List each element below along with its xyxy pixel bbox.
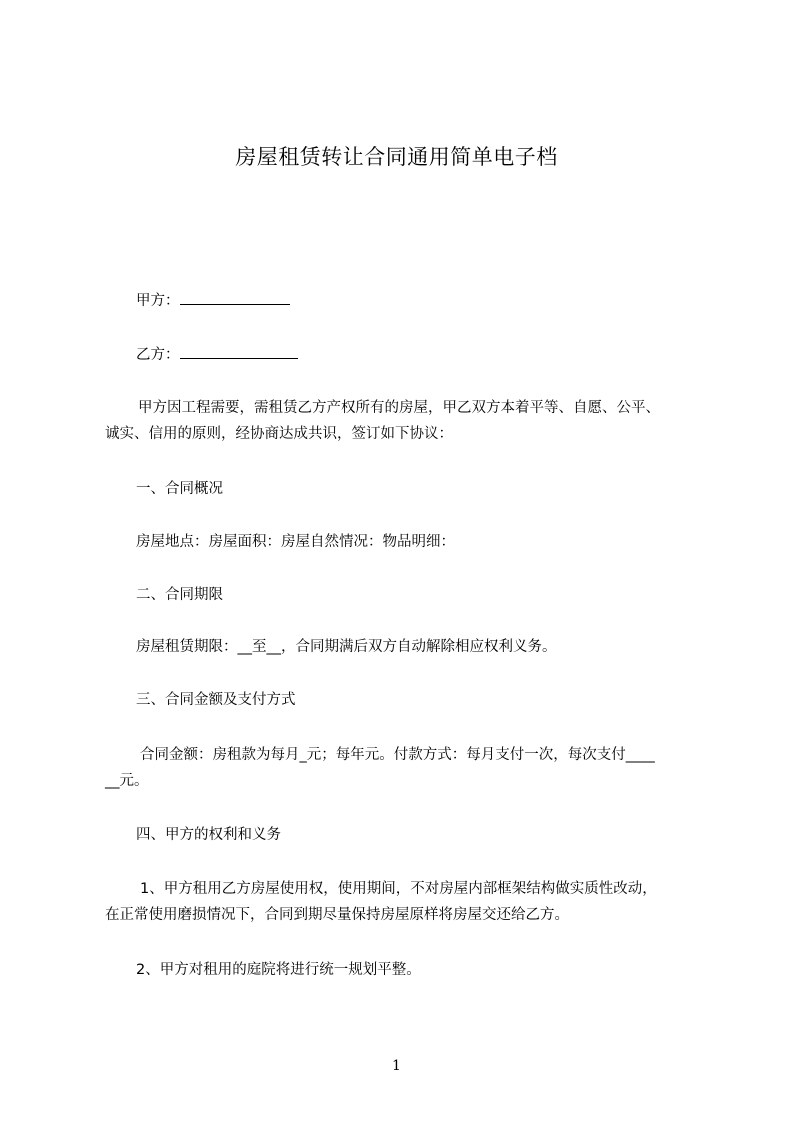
section-4-item-2: 2、甲方对租用的庭院将进行统一规划平整。 <box>136 962 421 978</box>
section-3-line-2: __元。 <box>105 773 149 789</box>
document-title: 房屋租赁转让合同通用简单电子档 <box>235 145 558 169</box>
section-4-heading: 四、甲方的权利和义务 <box>136 827 281 843</box>
party-a-blank <box>180 290 290 305</box>
party-a-label: 甲方： <box>136 293 180 309</box>
party-b-label: 乙方： <box>136 347 180 363</box>
party-b-line <box>136 344 298 365</box>
party-b-blank <box>180 344 298 359</box>
section-3-heading: 三、合同金额及支付方式 <box>136 692 296 708</box>
section-2-heading: 二、合同期限 <box>136 587 223 603</box>
section-4-item-1-line-2: 在正常使用磨损情况下，合同到期尽量保持房屋原样将房屋交还给乙方。 <box>105 907 569 923</box>
section-1-heading: 一、合同概况 <box>136 481 223 497</box>
section-4-item-1-line-1: 1、甲方租用乙方房屋使用权，使用期间，不对房屋内部框架结构做实质性改动， <box>140 881 657 897</box>
intro-line-1: 甲方因工程需要，需租赁乙方产权所有的房屋，甲乙双方本着平等、自愿、公平、 <box>138 400 660 416</box>
intro-line-2: 诚实、信用的原则，经协商达成共识，签订如下协议： <box>105 426 453 442</box>
section-3-line-1: 合同金额：房租款为每月_元；每年元。付款方式：每月支付一次，每次支付____ <box>140 747 655 763</box>
section-1-body: 房屋地点：房屋面积：房屋自然情况：物品明细： <box>136 534 455 550</box>
page-number: 1 <box>392 1058 401 1074</box>
party-a-line <box>136 290 290 311</box>
section-2-body: 房屋租赁期限：__至__，合同期满后双方自动解除相应权利义务。 <box>136 639 557 655</box>
